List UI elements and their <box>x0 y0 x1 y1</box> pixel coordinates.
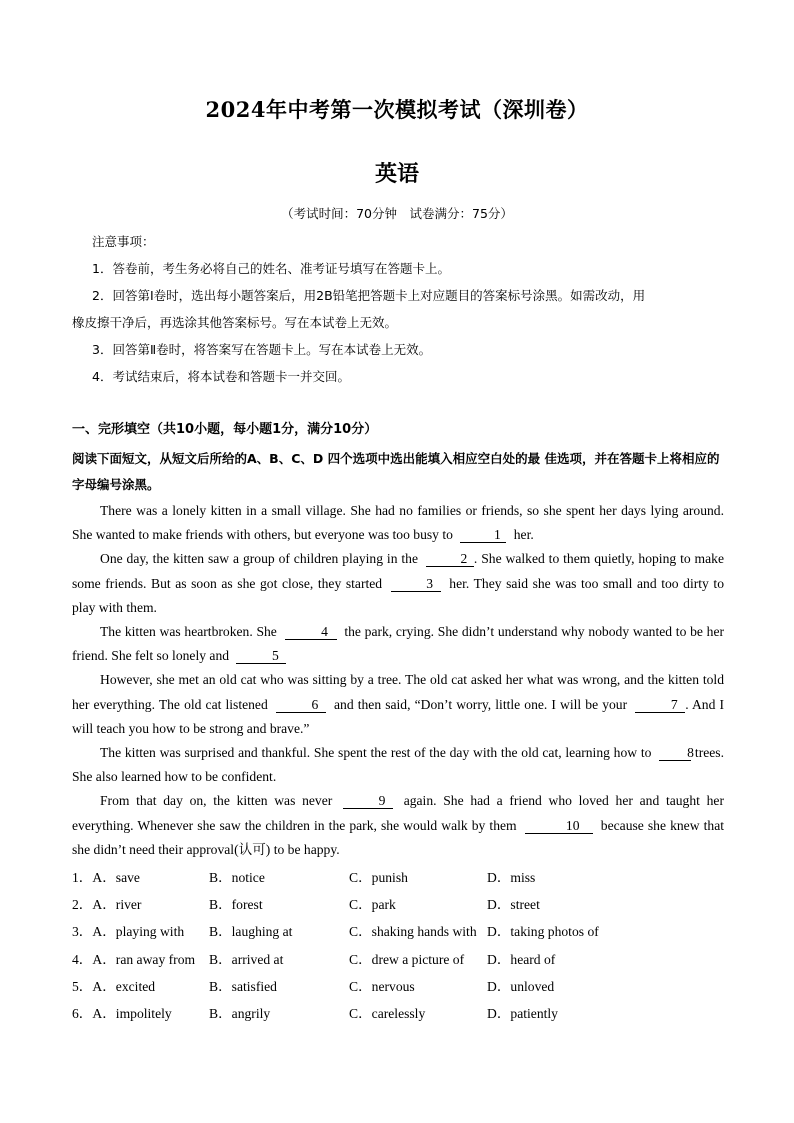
note-item: 3．回答第Ⅱ卷时，将答案写在答题卡上。写在本试卷上无效。 <box>92 342 432 357</box>
paragraph-text: the park, crying. She didn’t understand why nobody wanted to be her friend. She felt so lonely and <box>72 624 725 664</box>
option-d: D．unloved <box>487 978 555 994</box>
paragraph-text: . She walked to them quietly, hoping to make some friends. But as soon as she got close, they started <box>72 551 724 591</box>
blank-3: 3 <box>391 577 441 592</box>
option-d: D．taking photos of <box>487 924 599 940</box>
option-a: 2．A．river <box>72 897 142 913</box>
paragraph <box>72 741 724 789</box>
option-c: C．park <box>349 897 396 913</box>
note-item-continued: 橡皮擦干净后，再选涂其他答案标号。写在本试卷上无效。 <box>72 315 398 330</box>
question-options <box>72 866 724 893</box>
paragraph-text: From that day on, the kitten was never <box>100 793 333 809</box>
option-d: D．miss <box>487 870 536 885</box>
question-options <box>72 1002 724 1029</box>
blank-1: 1 <box>460 528 506 543</box>
option-b: B．arrived at <box>209 951 284 967</box>
paragraph-text: One day, the kitten saw a group of children playing in the <box>100 551 419 567</box>
option-b: B．angrily <box>209 1005 271 1021</box>
paragraph-text: her. <box>513 527 534 543</box>
subject-title: 英语 <box>374 161 419 187</box>
option-a: 6．A．impolitely <box>72 1005 172 1021</box>
blank-2: 2 <box>426 552 474 567</box>
question-options <box>72 948 724 975</box>
exam-title: 2024年中考第一次模拟考试（深圳卷） <box>205 97 589 122</box>
blank-10: 10 <box>525 819 593 834</box>
paragraph <box>72 789 724 862</box>
paragraph-text: because she knew that she didn’t need their approval(认可) to be happy. <box>72 817 725 857</box>
paragraph-text: and then said, “Don’t worry, little one. I will be your <box>333 696 628 712</box>
paragraph-text: The kitten was heartbroken. She <box>100 624 277 640</box>
blank-4: 4 <box>285 625 337 640</box>
option-c: C．shaking hands with <box>349 924 477 940</box>
option-c: C．carelessly <box>349 1005 426 1021</box>
option-b: B．forest <box>209 897 263 913</box>
paragraph-text: However, she met an old cat who was sitting by a tree. The old cat asked her what was wrong, and the kitten told her everything. The old cat listened <box>72 672 724 712</box>
option-a: 4．A．ran away from <box>72 951 196 967</box>
option-a: 5．A．excited <box>72 978 156 994</box>
paragraph-text: again. She had a friend who loved her and taught her everything. Whenever she saw the children in the park, she would walk by them <box>72 793 724 833</box>
note-item: 1．答卷前，考生务必将自己的姓名、准考证号填写在答题卡上。 <box>92 261 450 276</box>
note-item: 2．回答第Ⅰ卷时，选出每小题答案后，用2B铅笔把答题卡上对应题目的答案标号涂黑。如需改动，用 <box>92 288 646 303</box>
question-options <box>72 920 724 947</box>
blank-5: 5 <box>236 649 286 664</box>
notes-section <box>72 228 724 390</box>
paragraph-text: trees. She also learned how to be confident. <box>72 745 724 785</box>
option-b: B．notice <box>209 870 265 885</box>
cloze-passage <box>72 499 724 862</box>
paragraph <box>72 499 724 547</box>
section-heading: 一、完形填空（共10小题，每小题1分，满分10分） <box>72 422 378 437</box>
paragraph-text: The kitten was surprised and thankful. She spent the rest of the day with the old cat, learning how to <box>100 745 652 761</box>
blank-8: 8 <box>659 746 691 761</box>
notes-heading: 注意事项： <box>92 234 155 249</box>
paragraph <box>72 620 724 668</box>
paragraph <box>72 668 724 741</box>
options-list <box>72 866 724 1029</box>
option-b: B．laughing at <box>209 924 293 940</box>
question-options <box>72 893 724 920</box>
paragraph-text: . And I will teach you how to be strong and brave.” <box>72 696 725 736</box>
option-d: D．patiently <box>487 1005 558 1021</box>
paragraph-text: her. They said she was too small and too dirty to play with them. <box>72 575 724 615</box>
option-c: C．nervous <box>349 978 415 994</box>
note-item: 4．考试结束后，将本试卷和答题卡一并交回。 <box>92 369 350 384</box>
option-a: 3．A．playing with <box>72 924 185 940</box>
option-a: 1．A．save <box>72 870 140 885</box>
paragraph-text: There was a lonely kitten in a small village. She had no families or friends, so she spent her days lying around. She wanted to make friends with others, but everyone was too busy to <box>72 503 724 543</box>
section-instruction: 阅读下面短文，从短文后所给的A、B、C、D 四个选项中选出能填入相应空白处的最 佳选项，并在答题卡上将相应的字母编号涂黑。 <box>72 451 720 492</box>
blank-9: 9 <box>343 794 393 809</box>
option-c: C．punish <box>349 870 408 885</box>
option-c: C．drew a picture of <box>349 951 465 967</box>
option-d: D．heard of <box>487 951 556 967</box>
option-b: B．satisfied <box>209 978 277 994</box>
paragraph <box>72 547 724 620</box>
question-options <box>72 975 724 1002</box>
option-d: D．street <box>487 897 540 913</box>
exam-meta: （考试时间：70分钟 试卷满分：75分） <box>281 206 513 221</box>
blank-7: 7 <box>635 698 685 713</box>
blank-6: 6 <box>276 698 326 713</box>
